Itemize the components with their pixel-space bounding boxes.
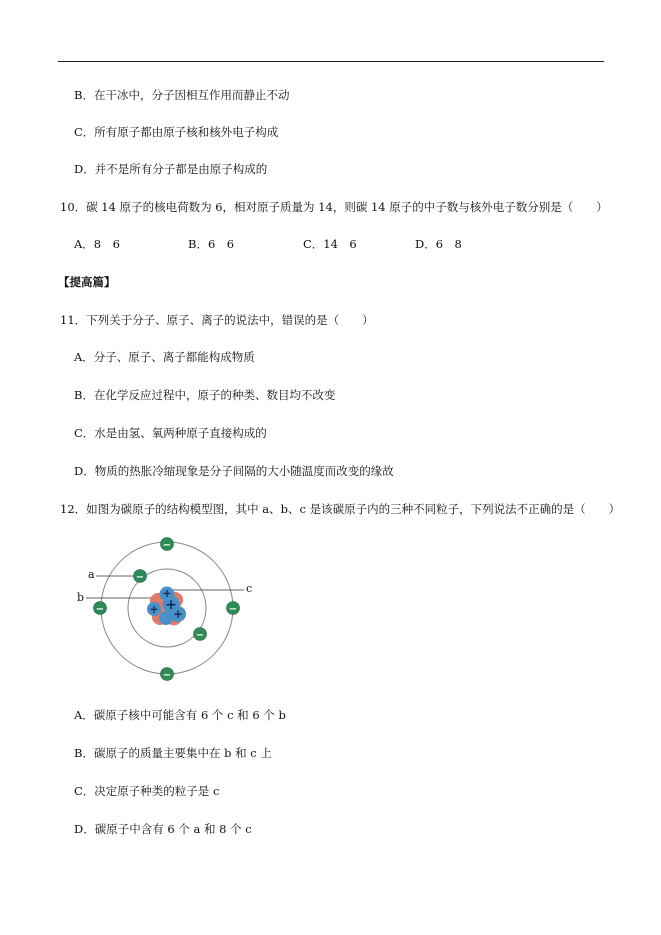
q11-option-c: C．水是由氢、氧两种原子直接构成的: [74, 426, 267, 440]
q9-option-d: D．并不是所有分子都是由原子构成的: [74, 162, 268, 176]
nucleus: [147, 587, 186, 626]
electron-sign: −: [135, 572, 145, 583]
label-c: c: [246, 582, 253, 595]
q11-option-a: A．分子、原子、离子都能构成物质: [74, 350, 255, 364]
label-a: a: [88, 568, 95, 581]
q9-option-c: C．所有原子都由原子核和核外电子构成: [74, 125, 279, 139]
q11-option-d: D．物质的热胀冷缩现象是分子间隔的大小随温度而改变的缘故: [74, 464, 394, 478]
q11-option-b: B．在化学反应过程中，原子的种类、数目均不改变: [74, 388, 336, 402]
q9-option-b: B．在干冰中，分子因相互作用而静止不动: [74, 88, 290, 102]
label-b: b: [77, 591, 85, 604]
proton-sign: +: [165, 597, 177, 613]
q12-stem: 12．如图为碳原子的结构模型图，其中 a、b、c 是该碳原子内的三种不同粒子，下列说法不正确的是（ ）: [60, 502, 621, 516]
electron-sign: −: [162, 670, 172, 681]
q12-option-b: B．碳原子的质量主要集中在 b 和 c 上: [74, 746, 272, 760]
header-rule: [58, 61, 604, 62]
proton-sign: +: [162, 587, 172, 600]
q11-stem: 11．下列关于分子、原子、离子的说法中，错误的是（ ）: [60, 313, 374, 327]
electron-sign: −: [195, 630, 205, 641]
q12-option-d: D．碳原子中含有 6 个 a 和 8 个 c: [74, 822, 252, 836]
q12-option-c: C．决定原子种类的粒子是 c: [74, 784, 220, 798]
q10-option-a: A．8 6: [74, 237, 120, 251]
q10-stem: 10．碳 14 原子的核电荷数为 6，相对原子质量为 14，则碳 14 原子的中子数与核外电子数分别是（ ）: [60, 200, 608, 214]
q10-option-d: D．6 8: [415, 237, 462, 251]
proton: [159, 611, 173, 625]
q10-option-c: C．14 6: [303, 237, 357, 251]
q10-option-b: B．6 6: [188, 237, 235, 251]
section-title: 【提高篇】: [58, 275, 116, 289]
electron-sign: −: [95, 604, 105, 615]
electron-sign: −: [162, 540, 172, 551]
electron-sign: −: [228, 604, 238, 615]
proton-sign: +: [172, 607, 184, 621]
q12-option-a: A．碳原子核中可能含有 6 个 c 和 6 个 b: [74, 708, 286, 722]
proton-sign: +: [149, 603, 159, 616]
carbon-atom-model-figure: [74, 534, 264, 686]
